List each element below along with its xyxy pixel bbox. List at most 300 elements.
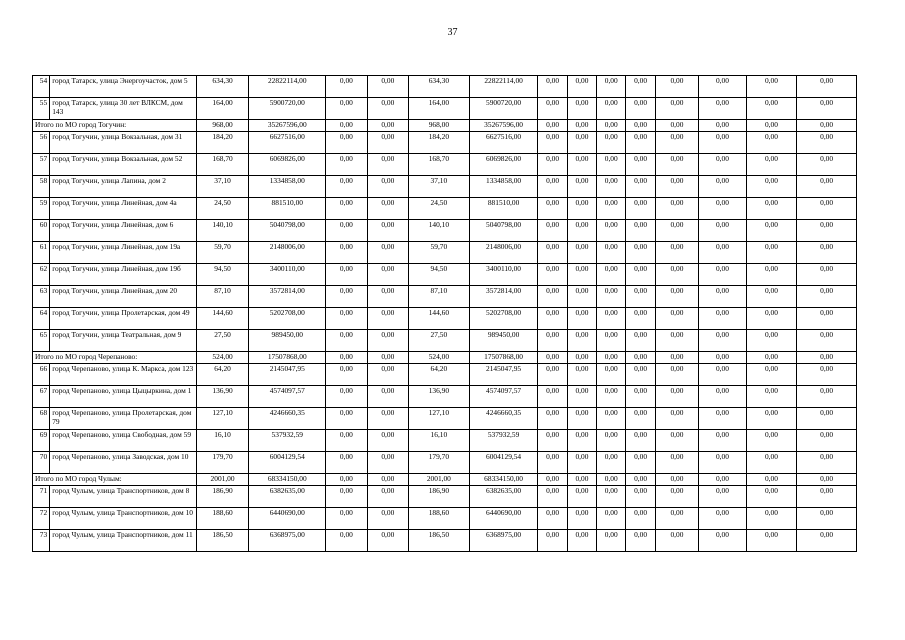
row-number: 59 <box>33 198 50 220</box>
address-cell: город Тогучин, улица Линейная, дом 4а <box>50 198 197 220</box>
value-cell: 0,00 <box>626 330 655 352</box>
value-cell: 0,00 <box>567 408 596 430</box>
value-cell: 0,00 <box>626 98 655 120</box>
area-cell: 136,90 <box>196 386 249 408</box>
value-cell: 0,00 <box>367 220 408 242</box>
value-cell: 0,00 <box>699 198 747 220</box>
cost-cell: 17507868,00 <box>249 352 326 364</box>
value-cell: 0,00 <box>597 486 626 508</box>
value-cell: 184,20 <box>409 132 470 154</box>
value-cell: 0,00 <box>567 364 596 386</box>
value-cell: 0,00 <box>626 176 655 198</box>
value-cell: 0,00 <box>597 364 626 386</box>
value-cell: 0,00 <box>567 286 596 308</box>
value-cell: 0,00 <box>699 120 747 132</box>
value-cell: 0,00 <box>367 198 408 220</box>
value-cell: 0,00 <box>699 474 747 486</box>
value-cell: 0,00 <box>538 386 567 408</box>
value-cell: 0,00 <box>567 76 596 98</box>
subtotal-row <box>33 352 857 364</box>
value-cell: 0,00 <box>626 508 655 530</box>
value-cell: 0,00 <box>626 120 655 132</box>
value-cell: 0,00 <box>367 486 408 508</box>
value-cell: 0,00 <box>326 286 367 308</box>
value-cell: 24,50 <box>409 198 470 220</box>
value-cell: 136,90 <box>409 386 470 408</box>
value-cell: 0,00 <box>367 508 408 530</box>
value-cell: 0,00 <box>797 76 857 98</box>
value-cell: 0,00 <box>567 508 596 530</box>
value-cell: 0,00 <box>538 98 567 120</box>
value-cell: 0,00 <box>797 530 857 552</box>
value-cell: 87,10 <box>409 286 470 308</box>
value-cell: 0,00 <box>797 198 857 220</box>
table-row <box>33 264 857 286</box>
value-cell: 0,00 <box>538 176 567 198</box>
value-cell: 0,00 <box>367 330 408 352</box>
cost-cell: 5040798,00 <box>249 220 326 242</box>
value-cell: 0,00 <box>326 430 367 452</box>
value-cell: 0,00 <box>797 220 857 242</box>
value-cell: 6069826,00 <box>469 154 538 176</box>
value-cell: 524,00 <box>409 352 470 364</box>
value-cell: 0,00 <box>367 76 408 98</box>
area-cell: 2001,00 <box>196 474 249 486</box>
value-cell: 0,00 <box>326 132 367 154</box>
value-cell: 0,00 <box>367 452 408 474</box>
value-cell: 0,00 <box>655 154 698 176</box>
cost-cell: 5202708,00 <box>249 308 326 330</box>
value-cell: 0,00 <box>538 286 567 308</box>
value-cell: 0,00 <box>626 76 655 98</box>
value-cell: 0,00 <box>367 386 408 408</box>
value-cell: 0,00 <box>326 76 367 98</box>
value-cell: 0,00 <box>626 132 655 154</box>
value-cell: 0,00 <box>538 308 567 330</box>
area-cell: 94,50 <box>196 264 249 286</box>
address-cell: город Татарск, улица 30 лет ВЛКСМ, дом 143 <box>50 98 197 120</box>
value-cell: 0,00 <box>655 120 698 132</box>
value-cell: 0,00 <box>746 220 797 242</box>
value-cell: 0,00 <box>367 352 408 364</box>
value-cell: 0,00 <box>699 242 747 264</box>
value-cell: 0,00 <box>655 98 698 120</box>
address-cell: город Тогучин, улица Вокзальная, дом 52 <box>50 154 197 176</box>
value-cell: 0,00 <box>326 474 367 486</box>
value-cell: 6382635,00 <box>469 486 538 508</box>
value-cell: 4574097,57 <box>469 386 538 408</box>
value-cell: 0,00 <box>655 474 698 486</box>
table-row <box>33 154 857 176</box>
value-cell: 0,00 <box>746 176 797 198</box>
value-cell: 0,00 <box>797 364 857 386</box>
table-row <box>33 386 857 408</box>
value-cell: 0,00 <box>326 220 367 242</box>
value-cell: 0,00 <box>797 508 857 530</box>
cost-cell: 2148006,00 <box>249 242 326 264</box>
cost-cell: 6382635,00 <box>249 486 326 508</box>
value-cell: 0,00 <box>326 120 367 132</box>
subtotal-row <box>33 474 857 486</box>
cost-cell: 537932,59 <box>249 430 326 452</box>
value-cell: 0,00 <box>699 132 747 154</box>
value-cell: 0,00 <box>655 308 698 330</box>
value-cell: 0,00 <box>538 76 567 98</box>
value-cell: 5040798,00 <box>469 220 538 242</box>
value-cell: 0,00 <box>326 530 367 552</box>
value-cell: 0,00 <box>367 264 408 286</box>
area-cell: 186,50 <box>196 530 249 552</box>
row-number: 67 <box>33 386 50 408</box>
value-cell: 0,00 <box>597 508 626 530</box>
row-number: 73 <box>33 530 50 552</box>
value-cell: 186,50 <box>409 530 470 552</box>
value-cell: 0,00 <box>626 430 655 452</box>
value-cell: 0,00 <box>746 76 797 98</box>
value-cell: 0,00 <box>655 286 698 308</box>
value-cell: 0,00 <box>655 242 698 264</box>
table-row <box>33 408 857 430</box>
area-cell: 59,70 <box>196 242 249 264</box>
value-cell: 0,00 <box>597 386 626 408</box>
value-cell: 0,00 <box>797 430 857 452</box>
value-cell: 0,00 <box>655 386 698 408</box>
value-cell: 0,00 <box>538 154 567 176</box>
value-cell: 0,00 <box>567 386 596 408</box>
area-cell: 24,50 <box>196 198 249 220</box>
value-cell: 0,00 <box>699 364 747 386</box>
cost-cell: 5900720,00 <box>249 98 326 120</box>
value-cell: 0,00 <box>797 154 857 176</box>
area-cell: 140,10 <box>196 220 249 242</box>
value-cell: 0,00 <box>655 408 698 430</box>
row-number: 70 <box>33 452 50 474</box>
value-cell: 0,00 <box>699 330 747 352</box>
value-cell: 0,00 <box>699 76 747 98</box>
value-cell: 0,00 <box>597 98 626 120</box>
value-cell: 0,00 <box>655 198 698 220</box>
value-cell: 0,00 <box>746 286 797 308</box>
value-cell: 0,00 <box>597 308 626 330</box>
value-cell: 0,00 <box>538 198 567 220</box>
area-cell: 186,90 <box>196 486 249 508</box>
value-cell: 0,00 <box>746 98 797 120</box>
value-cell: 0,00 <box>746 486 797 508</box>
value-cell: 0,00 <box>797 452 857 474</box>
row-number: 65 <box>33 330 50 352</box>
value-cell: 0,00 <box>626 364 655 386</box>
area-cell: 188,60 <box>196 508 249 530</box>
value-cell: 0,00 <box>538 132 567 154</box>
value-cell: 0,00 <box>367 430 408 452</box>
value-cell: 0,00 <box>699 386 747 408</box>
value-cell: 1334858,00 <box>469 176 538 198</box>
value-cell: 0,00 <box>797 132 857 154</box>
area-cell: 16,10 <box>196 430 249 452</box>
value-cell: 0,00 <box>538 352 567 364</box>
value-cell: 0,00 <box>597 352 626 364</box>
value-cell: 0,00 <box>367 154 408 176</box>
value-cell: 0,00 <box>567 220 596 242</box>
value-cell: 0,00 <box>626 386 655 408</box>
table-row <box>33 198 857 220</box>
address-cell: город Тогучин, улица Линейная, дом 19а <box>50 242 197 264</box>
value-cell: 0,00 <box>597 530 626 552</box>
value-cell: 0,00 <box>655 330 698 352</box>
value-cell: 0,00 <box>326 198 367 220</box>
row-number: 68 <box>33 408 50 430</box>
value-cell: 0,00 <box>797 264 857 286</box>
value-cell: 0,00 <box>538 242 567 264</box>
value-cell: 16,10 <box>409 430 470 452</box>
value-cell: 0,00 <box>797 120 857 132</box>
table-row <box>33 308 857 330</box>
value-cell: 0,00 <box>746 408 797 430</box>
value-cell: 17507868,00 <box>469 352 538 364</box>
value-cell: 3400110,00 <box>469 264 538 286</box>
value-cell: 0,00 <box>626 154 655 176</box>
value-cell: 881510,00 <box>469 198 538 220</box>
value-cell: 0,00 <box>797 352 857 364</box>
value-cell: 0,00 <box>367 176 408 198</box>
value-cell: 5202708,00 <box>469 308 538 330</box>
value-cell: 0,00 <box>538 508 567 530</box>
value-cell: 0,00 <box>655 508 698 530</box>
table-row <box>33 508 857 530</box>
table-row <box>33 430 857 452</box>
value-cell: 0,00 <box>567 176 596 198</box>
value-cell: 0,00 <box>797 386 857 408</box>
value-cell: 0,00 <box>538 120 567 132</box>
value-cell: 0,00 <box>367 242 408 264</box>
row-number: 71 <box>33 486 50 508</box>
value-cell: 0,00 <box>326 364 367 386</box>
cost-cell: 989450,00 <box>249 330 326 352</box>
value-cell: 2001,00 <box>409 474 470 486</box>
value-cell: 0,00 <box>567 264 596 286</box>
value-cell: 0,00 <box>699 308 747 330</box>
row-number: 57 <box>33 154 50 176</box>
value-cell: 0,00 <box>797 242 857 264</box>
value-cell: 35267596,00 <box>469 120 538 132</box>
cost-cell: 2145047,95 <box>249 364 326 386</box>
cost-cell: 6440690,00 <box>249 508 326 530</box>
data-table <box>32 75 857 552</box>
value-cell: 0,00 <box>655 264 698 286</box>
value-cell: 0,00 <box>567 430 596 452</box>
value-cell: 989450,00 <box>469 330 538 352</box>
value-cell: 0,00 <box>597 330 626 352</box>
value-cell: 0,00 <box>626 474 655 486</box>
row-number: 60 <box>33 220 50 242</box>
address-cell: город Черепаново, улица К. Маркса, дом 123 <box>50 364 197 386</box>
value-cell: 0,00 <box>567 98 596 120</box>
value-cell: 140,10 <box>409 220 470 242</box>
table-row <box>33 132 857 154</box>
value-cell: 0,00 <box>367 98 408 120</box>
value-cell: 0,00 <box>746 386 797 408</box>
value-cell: 0,00 <box>567 308 596 330</box>
subtotal-label: Итого по МО город Тогучин: <box>33 120 197 132</box>
value-cell: 0,00 <box>746 132 797 154</box>
address-cell: город Тогучин, улица Театральная, дом 9 <box>50 330 197 352</box>
value-cell: 0,00 <box>626 286 655 308</box>
value-cell: 0,00 <box>326 408 367 430</box>
value-cell: 0,00 <box>626 220 655 242</box>
value-cell: 0,00 <box>367 286 408 308</box>
value-cell: 0,00 <box>567 474 596 486</box>
subtotal-label: Итого по МО город Черепаново: <box>33 352 197 364</box>
value-cell: 0,00 <box>597 132 626 154</box>
value-cell: 0,00 <box>326 176 367 198</box>
cost-cell: 68334150,00 <box>249 474 326 486</box>
value-cell: 22822114,00 <box>469 76 538 98</box>
value-cell: 0,00 <box>567 330 596 352</box>
value-cell: 0,00 <box>538 330 567 352</box>
value-cell: 0,00 <box>746 198 797 220</box>
table-row <box>33 220 857 242</box>
value-cell: 0,00 <box>746 452 797 474</box>
value-cell: 0,00 <box>655 132 698 154</box>
area-cell: 164,00 <box>196 98 249 120</box>
value-cell: 5900720,00 <box>469 98 538 120</box>
value-cell: 0,00 <box>626 408 655 430</box>
cost-cell: 1334858,00 <box>249 176 326 198</box>
address-cell: город Тогучин, улица Вокзальная, дом 31 <box>50 132 197 154</box>
value-cell: 0,00 <box>597 452 626 474</box>
value-cell: 0,00 <box>326 486 367 508</box>
row-number: 66 <box>33 364 50 386</box>
row-number: 62 <box>33 264 50 286</box>
table-body <box>33 76 857 552</box>
value-cell: 0,00 <box>746 430 797 452</box>
area-cell: 968,00 <box>196 120 249 132</box>
value-cell: 0,00 <box>797 286 857 308</box>
area-cell: 634,30 <box>196 76 249 98</box>
value-cell: 186,90 <box>409 486 470 508</box>
cost-cell: 3400110,00 <box>249 264 326 286</box>
address-cell: город Черепаново, улица Заводская, дом 10 <box>50 452 197 474</box>
value-cell: 4246660,35 <box>469 408 538 430</box>
value-cell: 0,00 <box>538 530 567 552</box>
value-cell: 6627516,00 <box>469 132 538 154</box>
value-cell: 0,00 <box>567 154 596 176</box>
value-cell: 0,00 <box>746 264 797 286</box>
value-cell: 0,00 <box>567 352 596 364</box>
value-cell: 0,00 <box>746 330 797 352</box>
value-cell: 0,00 <box>538 220 567 242</box>
table-row <box>33 530 857 552</box>
area-cell: 37,10 <box>196 176 249 198</box>
address-cell: город Тогучин, улица Линейная, дом 19б <box>50 264 197 286</box>
value-cell: 0,00 <box>597 430 626 452</box>
cost-cell: 6069826,00 <box>249 154 326 176</box>
address-cell: город Чулым, улица Транспортников, дом 8 <box>50 486 197 508</box>
value-cell: 0,00 <box>326 386 367 408</box>
value-cell: 127,10 <box>409 408 470 430</box>
value-cell: 2145047,95 <box>469 364 538 386</box>
value-cell: 6004129,54 <box>469 452 538 474</box>
value-cell: 0,00 <box>626 264 655 286</box>
value-cell: 3572814,00 <box>469 286 538 308</box>
value-cell: 144,60 <box>409 308 470 330</box>
value-cell: 0,00 <box>567 132 596 154</box>
value-cell: 0,00 <box>538 486 567 508</box>
value-cell: 0,00 <box>699 430 747 452</box>
value-cell: 0,00 <box>538 364 567 386</box>
value-cell: 0,00 <box>597 408 626 430</box>
value-cell: 0,00 <box>367 132 408 154</box>
value-cell: 0,00 <box>326 98 367 120</box>
value-cell: 0,00 <box>797 308 857 330</box>
value-cell: 0,00 <box>746 508 797 530</box>
row-number: 61 <box>33 242 50 264</box>
value-cell: 164,00 <box>409 98 470 120</box>
row-number: 55 <box>33 98 50 120</box>
value-cell: 537932,59 <box>469 430 538 452</box>
value-cell: 0,00 <box>538 408 567 430</box>
cost-cell: 4574097,57 <box>249 386 326 408</box>
table-row <box>33 286 857 308</box>
address-cell: город Черепаново, улица Свободная, дом 59 <box>50 430 197 452</box>
value-cell: 0,00 <box>597 120 626 132</box>
address-cell: город Тогучин, улица Лапина, дом 2 <box>50 176 197 198</box>
value-cell: 0,00 <box>797 486 857 508</box>
value-cell: 0,00 <box>746 154 797 176</box>
value-cell: 0,00 <box>655 352 698 364</box>
value-cell: 179,70 <box>409 452 470 474</box>
value-cell: 0,00 <box>326 308 367 330</box>
table-row <box>33 98 857 120</box>
area-cell: 127,10 <box>196 408 249 430</box>
row-number: 54 <box>33 76 50 98</box>
value-cell: 0,00 <box>626 486 655 508</box>
area-cell: 144,60 <box>196 308 249 330</box>
cost-cell: 35267596,00 <box>249 120 326 132</box>
value-cell: 0,00 <box>367 408 408 430</box>
area-cell: 168,70 <box>196 154 249 176</box>
value-cell: 0,00 <box>699 352 747 364</box>
value-cell: 0,00 <box>597 286 626 308</box>
row-number: 63 <box>33 286 50 308</box>
value-cell: 0,00 <box>699 176 747 198</box>
value-cell: 0,00 <box>626 198 655 220</box>
value-cell: 0,00 <box>797 408 857 430</box>
cost-cell: 6627516,00 <box>249 132 326 154</box>
address-cell: город Чулым, улица Транспортников, дом 10 <box>50 508 197 530</box>
value-cell: 0,00 <box>597 264 626 286</box>
cost-cell: 3572814,00 <box>249 286 326 308</box>
address-cell: город Тогучин, улица Линейная, дом 20 <box>50 286 197 308</box>
value-cell: 0,00 <box>797 176 857 198</box>
value-cell: 0,00 <box>626 352 655 364</box>
value-cell: 0,00 <box>597 198 626 220</box>
value-cell: 0,00 <box>326 452 367 474</box>
value-cell: 0,00 <box>699 220 747 242</box>
subtotal-label: Итого по МО город Чулым: <box>33 474 197 486</box>
value-cell: 0,00 <box>746 120 797 132</box>
page-number: 37 <box>447 27 458 38</box>
value-cell: 6440690,00 <box>469 508 538 530</box>
row-number: 58 <box>33 176 50 198</box>
value-cell: 0,00 <box>367 120 408 132</box>
value-cell: 0,00 <box>655 452 698 474</box>
area-cell: 179,70 <box>196 452 249 474</box>
address-cell: город Черепаново, улица Пролетарская, дом 79 <box>50 408 197 430</box>
value-cell: 0,00 <box>597 76 626 98</box>
value-cell: 0,00 <box>626 530 655 552</box>
value-cell: 0,00 <box>699 154 747 176</box>
